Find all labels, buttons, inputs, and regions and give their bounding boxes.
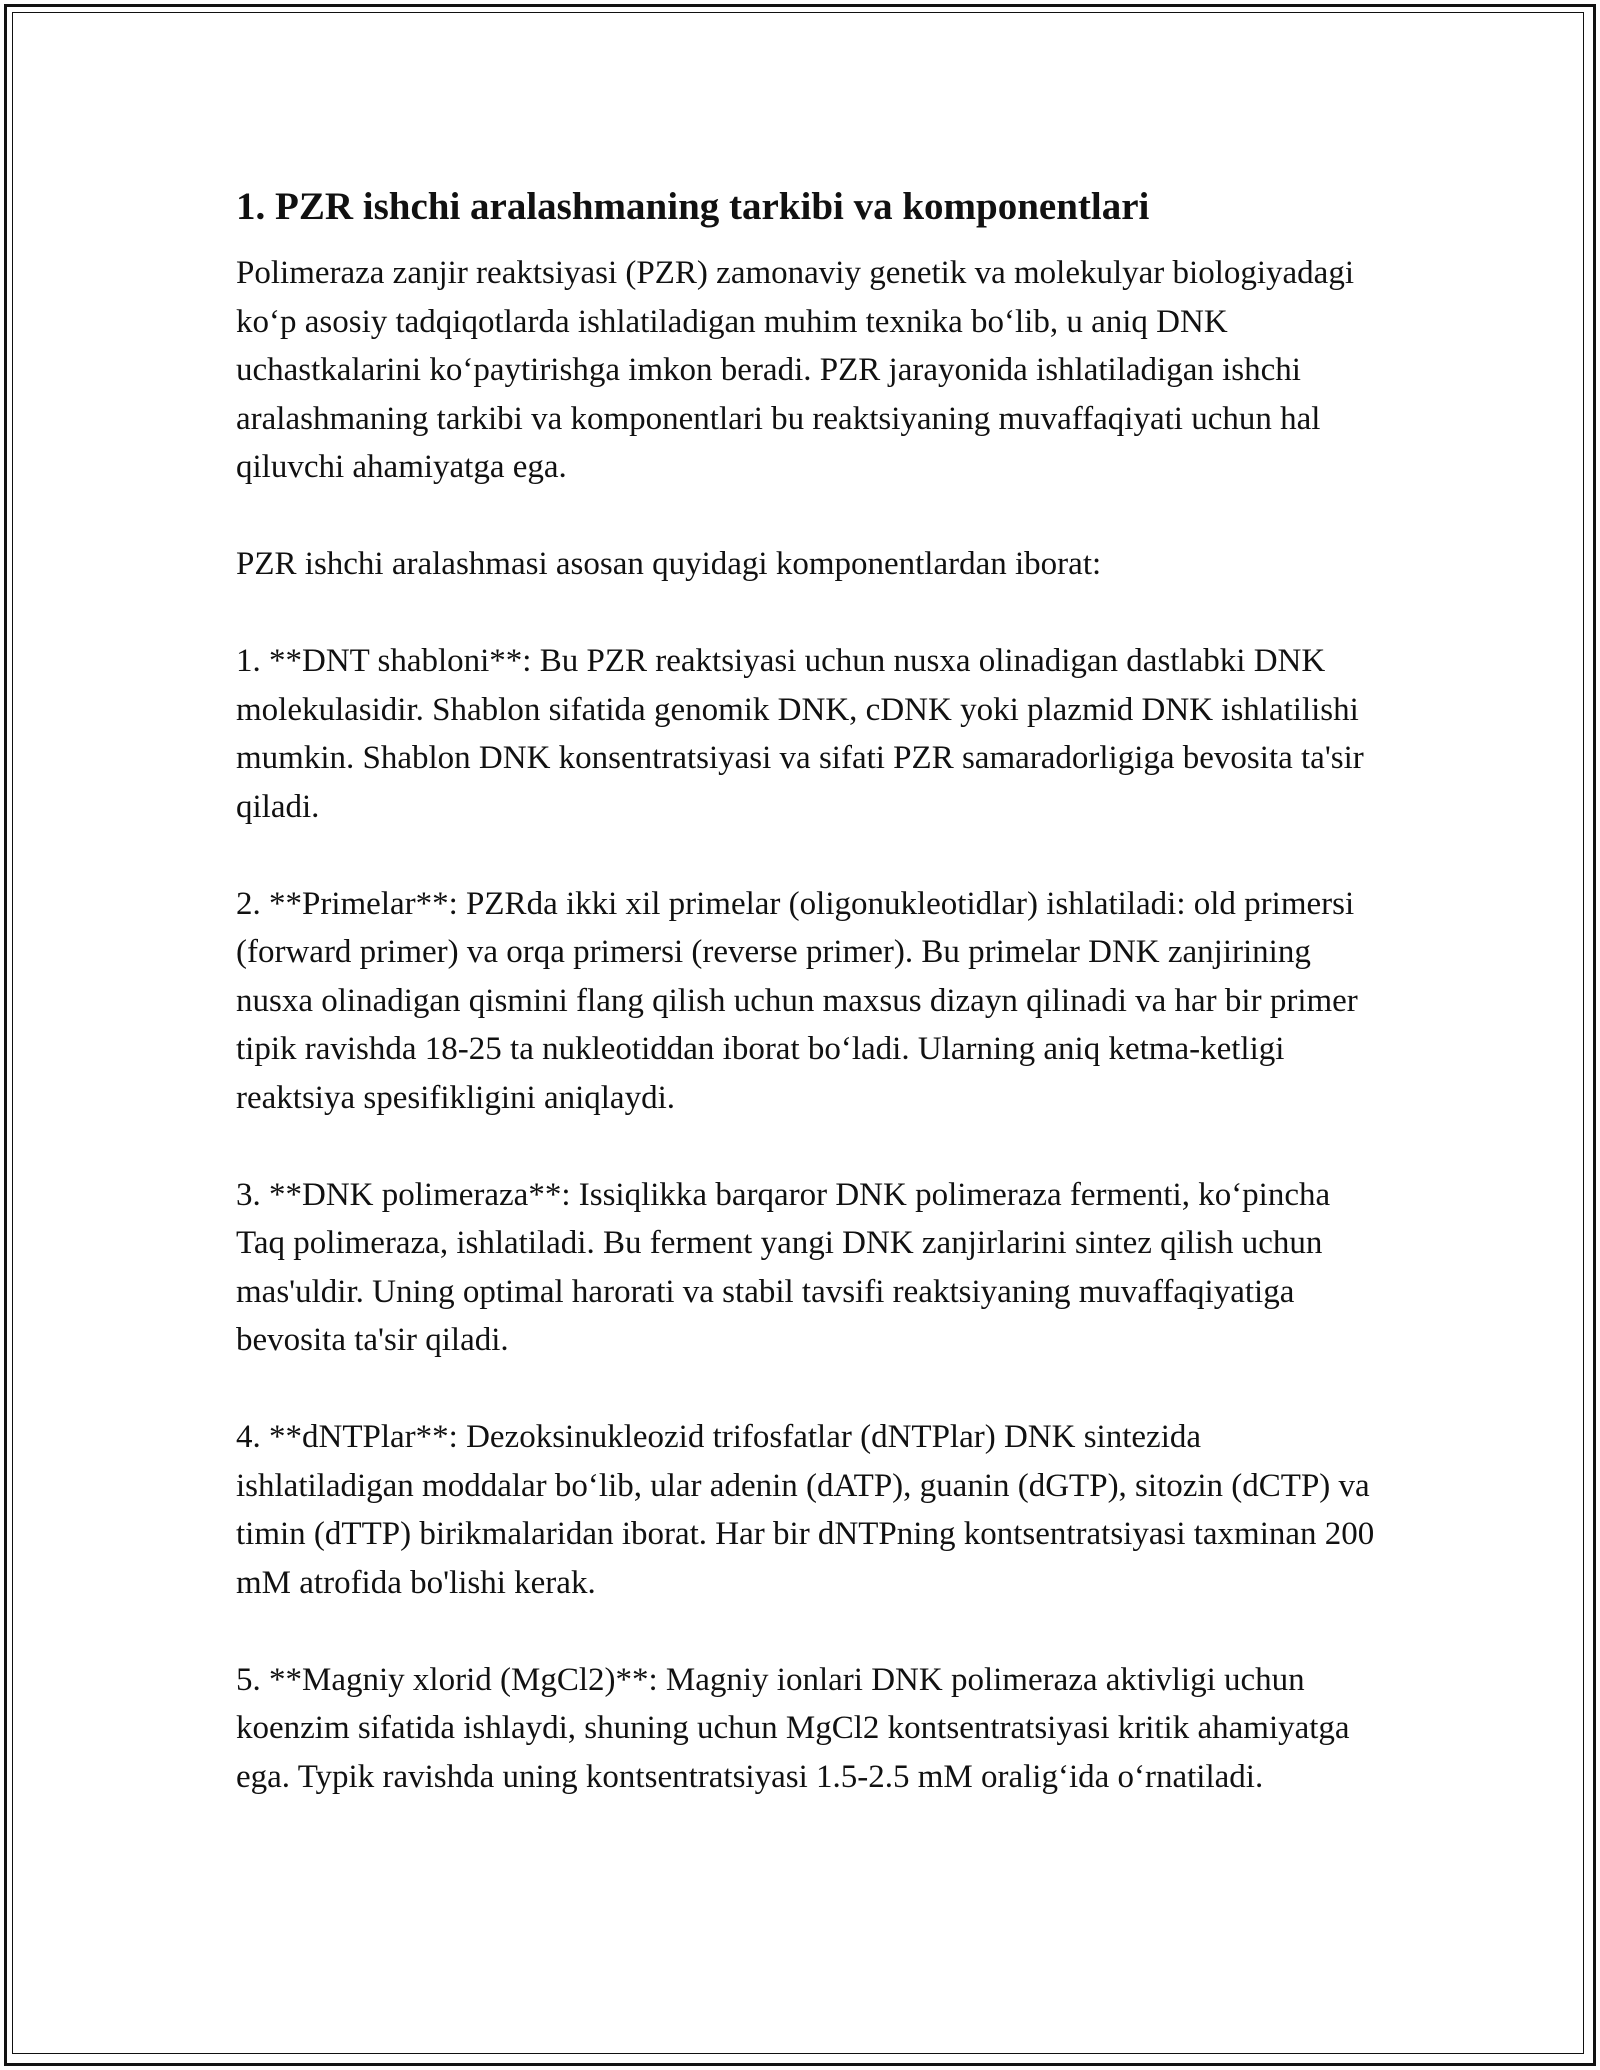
component-dnt-template: 1. **DNT shabloni**: Bu PZR reaktsiyasi uchun nusxa olinadigan dastlabki DNK molekulasidir. Shablon sifatida genomik DNK, cDNK yoki plazmid DNK ishlatilishi mumkin. Shablon DNK konsentratsiyasi va sifati PZR samaradorligiga bevosita ta'sir qiladi. [236, 643, 1364, 825]
intro-paragraph: Polimeraza zanjir reaktsiyasi (PZR) zamonaviy genetik va molekulyar biologiyadagi ko‘p asosiy tadqiqotlarda ishlatiladigan muhim texnika bo‘lib, u aniq DNK uchastkalarini ko‘paytirishga imkon beradi. PZR jarayonida ishlatiladigan ishchi aralashmaning tarkibi va komponentlari bu reaktsiyaning muvaffaqiyati uchun hal qiluvchi ahamiyatga ega. [236, 255, 1354, 485]
component-dntps: 4. **dNTPlar**: Dezoksinukleozid trifosfatlar (dNTPlar) DNK sintezida ishlatiladigan moddalar bo‘lib, ular adenin (dATP), guanin (dGTP), sitozin (dCTP) va timin (dTTP) birikmalaridan iborat. Har bir dNTPning kontsentratsiyasi taxminan 200 mM atrofida bo'lishi kerak. [236, 1419, 1375, 1601]
component-primers: 2. **Primelar**: PZRda ikki xil primelar (oligonukleotidlar) ishlatiladi: old primersi (forward primer) va orqa primersi (reverse primer). Bu primelar DNK zanjirining nusxa olinadigan qismini flang qilish uchun maxsus dizayn qilinadi va har bir primer tipik ravishda 18-25 ta nukleotiddan iborat bo‘ladi. Ularning aniq ketma-ketligi reaktsiya spesifikligini aniqlaydi. [236, 885, 1358, 1116]
component-magnesium-chloride: 5. **Magniy xlorid (MgCl2)**: Magniy ionlari DNK polimeraza aktivligi uchun koenzim sifatida ishlaydi, shuning uchun MgCl2 kontsentratsiyasi kritik ahamiyatga ega. Typik ravishda uning kontsentratsiyasi 1.5-2.5 mM oralig‘ida o‘rnatiladi. [236, 1661, 1350, 1795]
components-lead-paragraph: PZR ishchi aralashmasi asosan quyidagi komponentlardan iborat: [236, 546, 1102, 582]
document-body [236, 183, 1386, 1801]
page-title: 1. PZR ishchi aralashmaning tarkibi va komponentlari [236, 185, 1150, 228]
component-dna-polymerase: 3. **DNK polimeraza**: Issiqlikka barqaror DNK polimeraza fermenti, ko‘pincha Taq polimeraza, ishlatiladi. Bu ferment yangi DNK zanjirlarini sintez qilish uchun mas'uldir. Uning optimal harorati va stabil tavsifi reaktsiyaning muvaffaqiyatiga bevosita ta'sir qiladi. [236, 1176, 1331, 1358]
